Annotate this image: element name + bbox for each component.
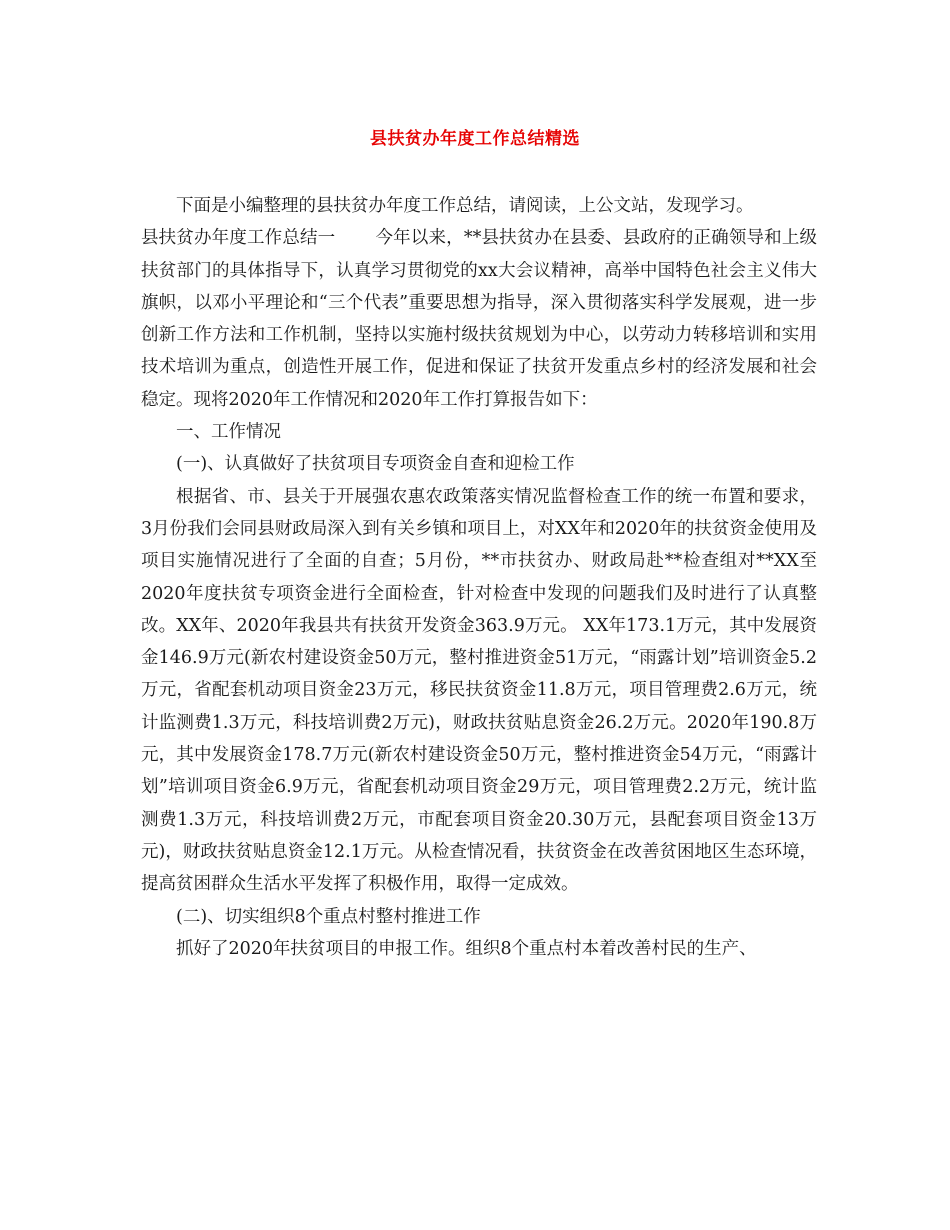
document-body [141,190,817,965]
summary-label: 县扶贫办年度工作总结一 [141,228,336,249]
fund-inspection-paragraph: 根据省、市、县关于开展强农惠农政策落实情况监督检查工作的统一布置和要求，3月份我们会同县财政局深入到有关乡镇和项目上，对XX年和2020年的扶贫资金使用及项目实施情况进行了全面的自查；5月份，**市扶贫办、财政局赴**检查组对**XX至2020年度扶贫专项资金进行全面检查，针对检查中发现的问题我们及时进行了认真整改。XX年、2020年我县共有扶贫开发资金363.9万元。 XX年173.1万元，其中发展资金146.9万元(新农村建设资金50万元，整村推进资金51万元，“雨露计划”培训资金5.2万元，省配套机动项目资金23万元，移民扶贫资金11.8万元，项目管理费2.6万元，统计监测费1.3万元，科技培训费2万元)，财政扶贫贴息资金26.2万元。2020年190.8万元，其中发展资金178.7万元(新农村建设资金50万元，整村推进资金54万元，“雨露计划”培训项目资金6.9万元，省配套机动项目资金29万元，项目管理费2.2万元，统计监测费1.3万元，科技培训费2万元，市配套项目资金20.30万元，县配套项目资金13万元)，财政扶贫贴息资金12.1万元。从检查情况看，扶贫资金在改善贫困地区生态环境，提高贫困群众生活水平发挥了积极作用，取得一定成效。 [141,486,817,895]
document-title: 县扶贫办年度工作总结精选 [370,129,580,149]
section-heading-work-status: 一、工作情况 [176,422,281,443]
village-advancement-paragraph: 抓好了2020年扶贫项目的申报工作。组织8个重点村本着改善村民的生产、 [176,938,757,959]
intro-paragraph: 下面是小编整理的县扶贫办年度工作总结，请阅读，上公文站，发现学习。 [176,196,754,216]
summary-paragraph [141,222,817,416]
summary-text: 今年以来，**县扶贫办在县委、县政府的正确领导和上级扶贫部门的具体指导下，认真学习贯彻党的xx大会议精神，高举中国特色社会主义伟大旗帜，以邓小平理论和“三个代表”重要思想为指导，深入贯彻落实科学发展观，进一步创新工作方法和工作机制，坚持以实施村级扶贫规划为中心，以劳动力转移培训和实用技术培训为重点，创造性开展工作，促进和保证了扶贫开发重点乡村的经济发展和社会稳定。现将2020年工作情况和2020年工作打算报告如下： [141,228,818,410]
subheading-village-advancement: (二)、切实组织8个重点村整村推进工作 [176,906,481,927]
subheading-fund-inspection: (一)、认真做好了扶贫项目专项资金自查和迎检工作 [176,454,575,475]
